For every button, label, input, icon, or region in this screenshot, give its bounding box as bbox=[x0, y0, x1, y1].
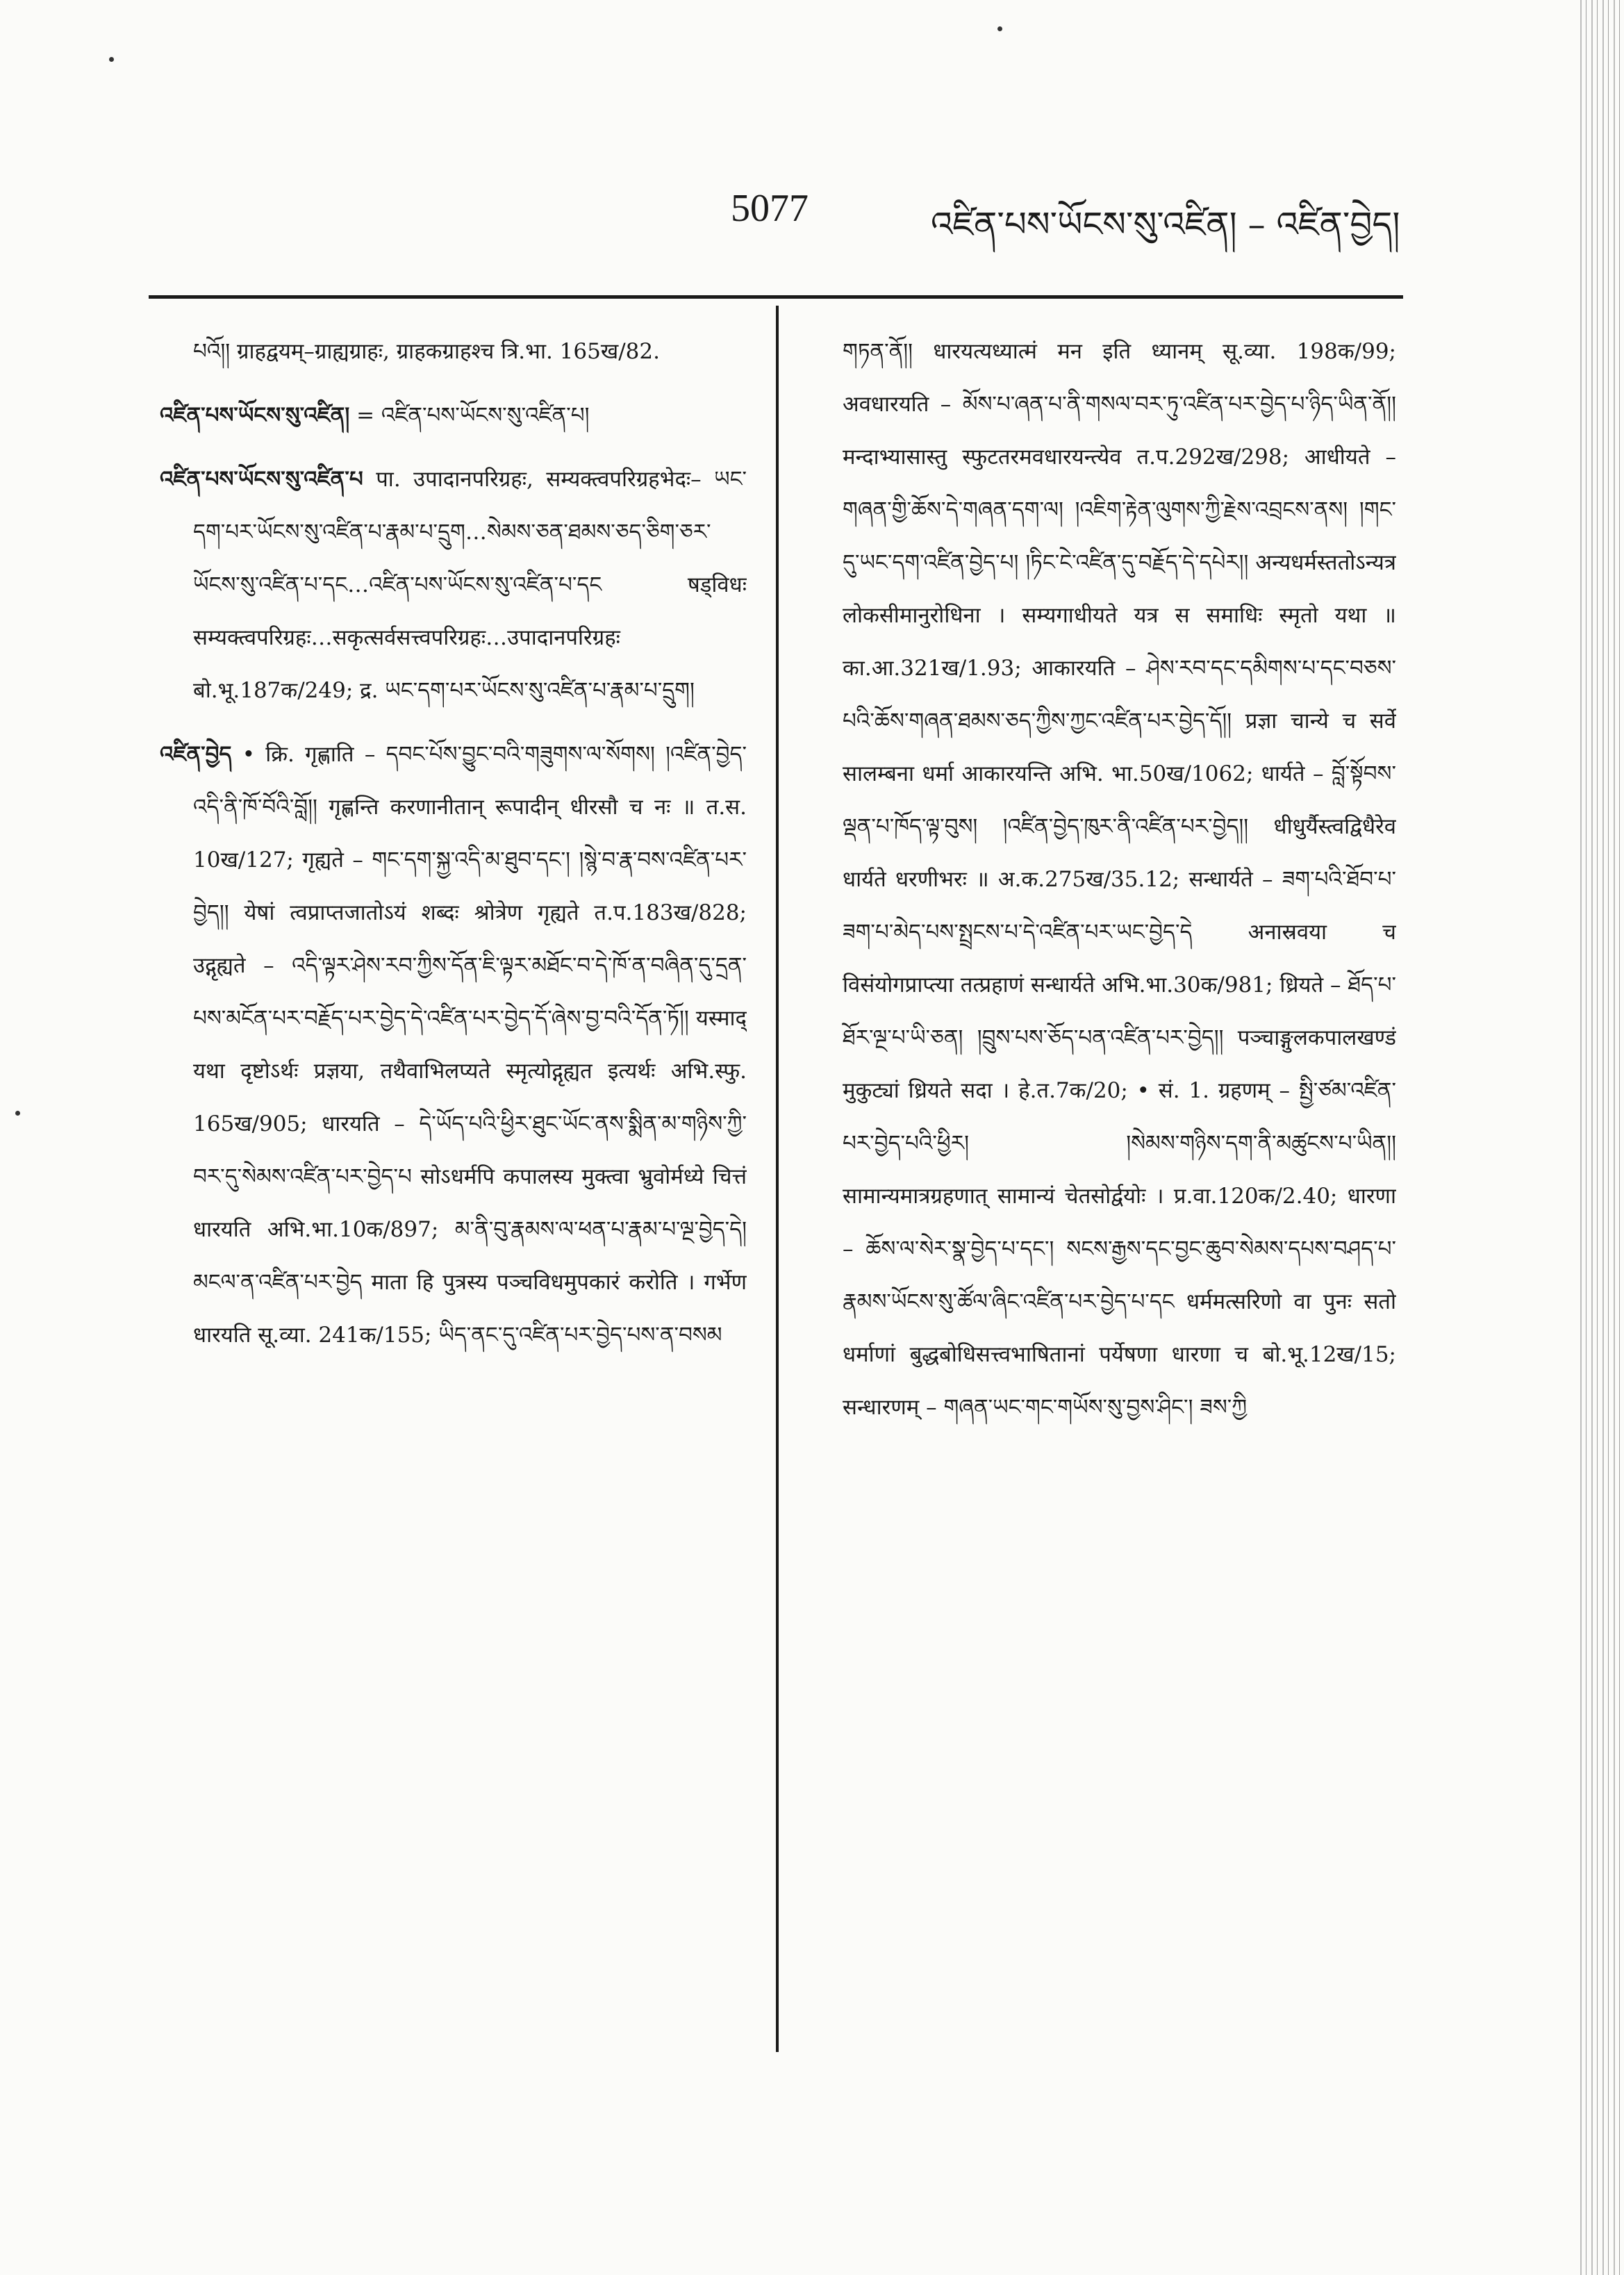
entry-text: པའོ།། ग्राहद्वयम्–ग्राह्यग्राहः, ग्राहकग्राहश्च त्रि.भा. 165ख/82. bbox=[193, 339, 660, 364]
header-rule bbox=[149, 295, 1403, 299]
entry-headword: འཛིན་པས་ཡོངས་སུ་འཛིན་པ bbox=[160, 467, 363, 492]
dictionary-entry bbox=[160, 453, 747, 717]
dictionary-entry bbox=[160, 325, 747, 378]
scan-speck bbox=[997, 26, 1002, 31]
entry-headword: འཛིན་པས་ཡོངས་སུ་འཛིན། bbox=[160, 403, 350, 428]
dictionary-entry bbox=[809, 325, 1396, 1434]
entry-headword: འཛིན་བྱེད bbox=[160, 742, 232, 767]
right-column bbox=[809, 325, 1396, 2055]
left-column bbox=[160, 325, 747, 2055]
entry-text: • क्रि. गृह्णाति – དབང་པོས་བྱུང་བའི་གཟུགས་ལ་སོགས། །འཛིན་བྱེད་འདི་ནི་ཁོ་བོའི་བློ།། गृह्णन्ति करणानीतान् रूपादीन् धीरसौ च नः ॥ त.स. 10ख/127; गृह्यते – གང་དག་སྐྱ་འདི་མ་ཐུབ་དང་། །སྙེ་བ་རྣ་བས་འཛིན་པར་བྱེད།། येषां त्वप्राप्तजातोऽयं शब्दः श्रोत्रेण गृह्यते त.प.183ख/828; उद्गृह्यते – འདི་ལྟར་ཤེས་རབ་ཀྱིས་དོན་ཇི་ལྟར་མཐོང་བ་དེ་ཁོ་ན་བཞིན་དུ་དྲན་པས་མངོན་པར་བརྗོད་པར་བྱེད་དེ་འཛིན་པར་བྱེད་དོ་ཞེས་བྱ་བའི་དོན་ཏོ།། यस्माद् यथा दृष्टोऽर्थः प्रज्ञया, तथैवाभिलप्यते स्मृत्योद्गृह्यत इत्यर्थः अभि.स्फु. 165ख/905; धारयति – དེ་ཡོད་པའི་ཕྱིར་ཐུང་ཡོང་ནས་སྨིན་མ་གཉིས་ཀྱི་བར་དུ་སེམས་འཛིན་པར་བྱེད་པ सोऽधर्मपि कपालस्य मुक्त्वा भ्रुवोर्मध्ये चित्तं धारयति अभि.भा.10क/897; མ་ནི་བུ་རྣམས་ལ་ཕན་པ་རྣམ་པ་ལྔ་བྱེད་དེ། མངལ་ན་འཛིན་པར་བྱེད माता हि पुत्रस्य पञ्चविधमुपकारं करोति । गर्भेण धारयति सू.व्या. 241क/155; ཡིད་ནང་དུ་འཛིན་པར་བྱེད་པས་ན་བསམ bbox=[193, 742, 747, 1348]
dictionary-entry bbox=[160, 728, 747, 1362]
entry-text: གཏན་ནོ།། धारयत्यध्यात्मं मन इति ध्यानम् सू.व्या. 198क/99; अवधारयति – མོས་པ་ཞན་པ་ནི་གསལ་བར་ཏུ་འཛིན་པར་བྱེད་པ་ཉིད་ཡིན་ནོ།། मन्दाभ्यासास्तु स्फुटतरमवधारयन्त्येव त.प.292ख/298; आधीयते – གཞན་གྱི་ཆོས་དེ་གཞན་དག་ལ། །འཇིག་རྟེན་ལུགས་ཀྱི་རྗེས་འབྲངས་ནས། །གང་དུ་ཡང་དག་འཛིན་བྱེད་པ། །ཏིང་ངེ་འཛིན་དུ་བརྗོད་དེ་དཔེར།། अन्यधर्मस्ततोऽन्यत्र लोकसीमानुरोधिना । सम्यगाधीयते यत्र स समाधिः स्मृतो यथा ॥ का.आ.321ख/1.93; आकारयति – ཤེས་རབ་དང་དམིགས་པ་དང་བཅས་པའི་ཆོས་གཞན་ཐམས་ཅད་ཀྱིས་ཀྱང་འཛིན་པར་བྱེད་དོ།། प्रज्ञा चान्ये च सर्वे सालम्बना धर्मा आकारयन्ति अभि. भा.50ख/1062; धार्यते – བློ་སྟོབས་ལྡན་པ་ཁོད་ལྟ་བུས། །འཛིན་བྱེད་ཁུར་ནི་འཛིན་པར་བྱེད།། धीधुर्यैस्त्वद्विधैरेव धार्यते धरणीभरः ॥ अ.क.275ख/35.12; सन्धार्यते – ཟག་པའི་ཐོབ་པ་ཟག་པ་མེད་པས་སྤྲངས་པ་དེ་འཛིན་པར་ཡང་བྱེད་དེ अनास्रवया च विसंयोगप्राप्त्या तत्प्रहाणं सन्धार्यते अभि.भा.30क/981; ध्रियते – ཐོད་པ་ཐོར་ལྔ་པ་ཡི་ཅན། །བྲུས་པས་ཅོད་པན་འཛིན་པར་བྱེད།། पञ्चाङ्गुलकपालखण्डं मुकुट्यां ध्रियते सदा । हे.त.7क/20; • सं. 1. ग्रहणम् – སྤྱི་ཙམ་འཛིན་པར་བྱེད་པའི་ཕྱིར། །སེམས་གཉིས་དག་ནི་མཚུངས་པ་ཡིན།། सामान्यमात्रग्रहणात् सामान्यं चेतसोर्द्वयोः । प्र.वा.120क/2.40; धारणा – ཆོས་ལ་སེར་སྣ་བྱེད་པ་དང་། སངས་རྒྱས་དང་བྱང་ཆུབ་སེམས་དཔས་བཤད་པ་རྣམས་ཡོངས་སུ་ཚོལ་ཞིང་འཛིན་པར་བྱེད་པ་དང धर्ममत्सरिणो वा पुनः सतो धर्माणां बुद्धबोधिसत्त्वभाषितानां पर्येषणा धारणा च बो.भू.12ख/15; सन्धारणम् – གཞན་ཡང་གང་གཡོས་སུ་བྱས་ཤིང་། ཟས་ཀྱི bbox=[843, 339, 1396, 1420]
entry-text: = འཛིན་པས་ཡོངས་སུ་འཛིན་པ། bbox=[356, 403, 590, 428]
column-divider bbox=[776, 306, 779, 2052]
entry-text: पा. उपादानपरिग्रहः, सम्यक्त्वपरिग्रहभेदः– ཡང་དག་པར་ཡོངས་སུ་འཛིན་པ་རྣམ་པ་དྲུག…སེམས་ཅན་ཐམས་ཅད་ཅིག་ཅར་ཡོངས་སུ་འཛིན་པ་དང…འཛིན་པས་ཡོངས་སུ་འཛིན་པ་དང षड्विधः सम्यक्त्वपरिग्रहः…सकृत्सर्वसत्त्वपरिग्रहः…उपादानपरिग्रहः बो.भू.187क/249; द्र. ཡང་དག་པར་ཡོངས་སུ་འཛིན་པ་རྣམ་པ་དྲུག། bbox=[193, 467, 747, 703]
scan-speck bbox=[109, 57, 114, 62]
running-head: འཛིན་པས་ཡོངས་སུ་འཛིན། – འཛིན་བྱེད། bbox=[931, 204, 1400, 245]
scan-speck bbox=[15, 1111, 20, 1116]
dictionary-entry bbox=[160, 389, 747, 442]
page-number: 5077 bbox=[731, 187, 809, 230]
scan-edge-artifact bbox=[1575, 0, 1624, 2275]
